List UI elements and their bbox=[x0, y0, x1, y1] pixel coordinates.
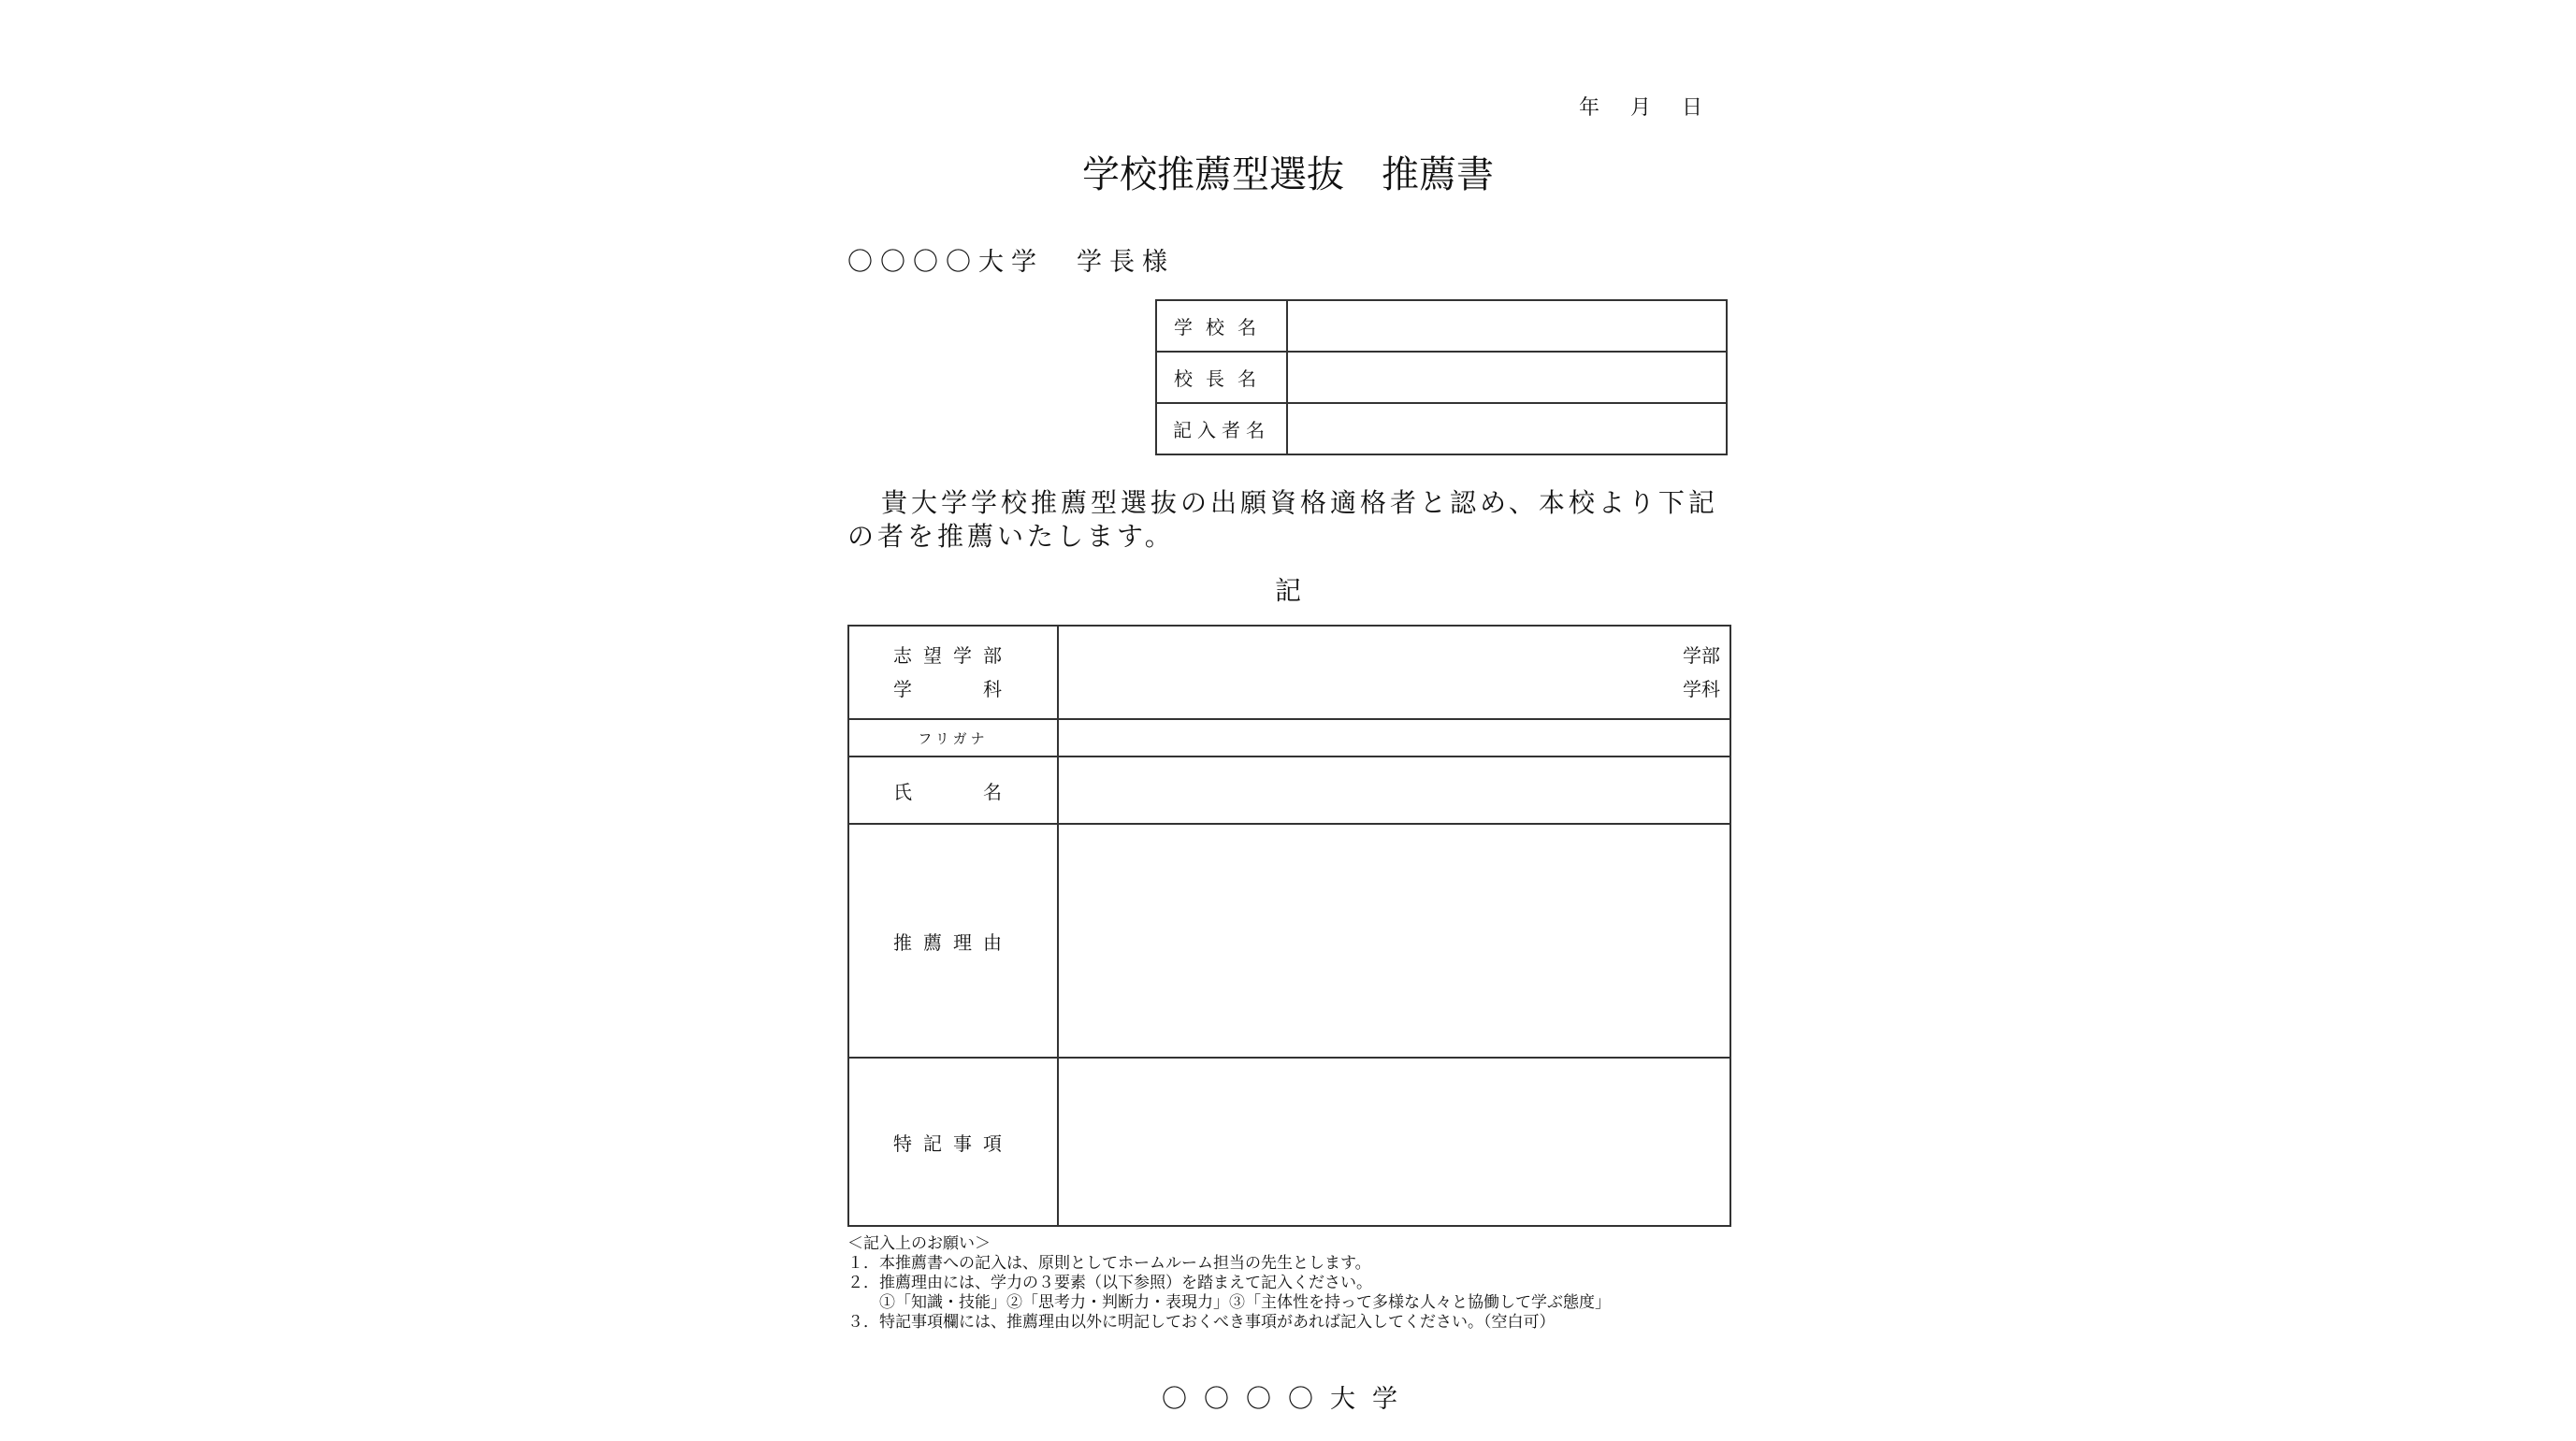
table-row bbox=[848, 757, 1730, 824]
special-notes-label: 特記事項 bbox=[848, 1058, 1058, 1226]
footer-university: 〇〇〇〇大学 bbox=[1162, 1385, 1414, 1414]
instruction-item: ３．特記事項欄には、推薦理由以外に明記しておくべき事項があれば記入してください。（空白可） bbox=[847, 1313, 1556, 1332]
school-name-label: 学校名 bbox=[1156, 300, 1287, 352]
furigana-label: フリガナ bbox=[848, 719, 1058, 757]
addressee: 〇〇〇〇大学 学長様 bbox=[847, 248, 1175, 277]
instruction-item: １．本推薦書への記入は、原則としてホームルーム担当の先生とします。 bbox=[847, 1254, 1371, 1273]
writer-name-field[interactable] bbox=[1287, 403, 1727, 454]
department-label-cell bbox=[848, 626, 1058, 719]
furigana-field[interactable] bbox=[1058, 719, 1730, 757]
instructions bbox=[847, 1234, 1611, 1333]
table-row bbox=[848, 719, 1730, 757]
special-notes-field[interactable] bbox=[1058, 1058, 1730, 1226]
instruction-subitem: ①「知識・技能」②「思考力・判断力・表現力」③「主体性を持って多様な人々と協働して学ぶ態度」 bbox=[847, 1293, 1611, 1312]
writer-name-label: 記入者名 bbox=[1156, 403, 1287, 454]
ki-heading: 記 bbox=[1274, 575, 1301, 606]
date-day: 日 bbox=[1682, 96, 1705, 120]
subject-label: 学 科 bbox=[893, 678, 1013, 700]
document-title: 学校推薦型選抜 推薦書 bbox=[1082, 153, 1494, 196]
applicant-table bbox=[847, 625, 1731, 1227]
instructions-heading: ＜記入上のお願い＞ bbox=[847, 1234, 991, 1253]
reason-label: 推薦理由 bbox=[848, 824, 1058, 1058]
date-year: 年 bbox=[1579, 96, 1602, 120]
principal-name-label: 校長名 bbox=[1156, 352, 1287, 403]
department-suffix: 学部 bbox=[1683, 644, 1720, 667]
school-name-field[interactable] bbox=[1287, 300, 1727, 352]
subject-suffix: 学科 bbox=[1683, 678, 1720, 700]
department-label: 志望学部 bbox=[893, 644, 1013, 667]
table-row bbox=[848, 626, 1730, 719]
school-row bbox=[1156, 300, 1727, 352]
recommendation-statement: 貴大学学校推薦型選抜の出願資格適格者と認め、本校より下記の者を推薦いたします。 bbox=[847, 487, 1718, 552]
school-row bbox=[1156, 352, 1727, 403]
date-month: 月 bbox=[1630, 96, 1654, 120]
instruction-item: ２．推薦理由には、学力の３要素（以下参照）を踏まえて記入ください。 bbox=[847, 1274, 1372, 1292]
principal-name-field[interactable] bbox=[1287, 352, 1727, 403]
name-label: 氏 名 bbox=[848, 757, 1058, 824]
school-info-table bbox=[1155, 299, 1728, 455]
reason-field[interactable] bbox=[1058, 824, 1730, 1058]
table-row bbox=[848, 824, 1730, 1058]
department-field[interactable] bbox=[1058, 626, 1730, 719]
date-line bbox=[1579, 92, 1704, 121]
table-row bbox=[848, 1058, 1730, 1226]
school-row bbox=[1156, 403, 1727, 454]
name-field[interactable] bbox=[1058, 757, 1730, 824]
